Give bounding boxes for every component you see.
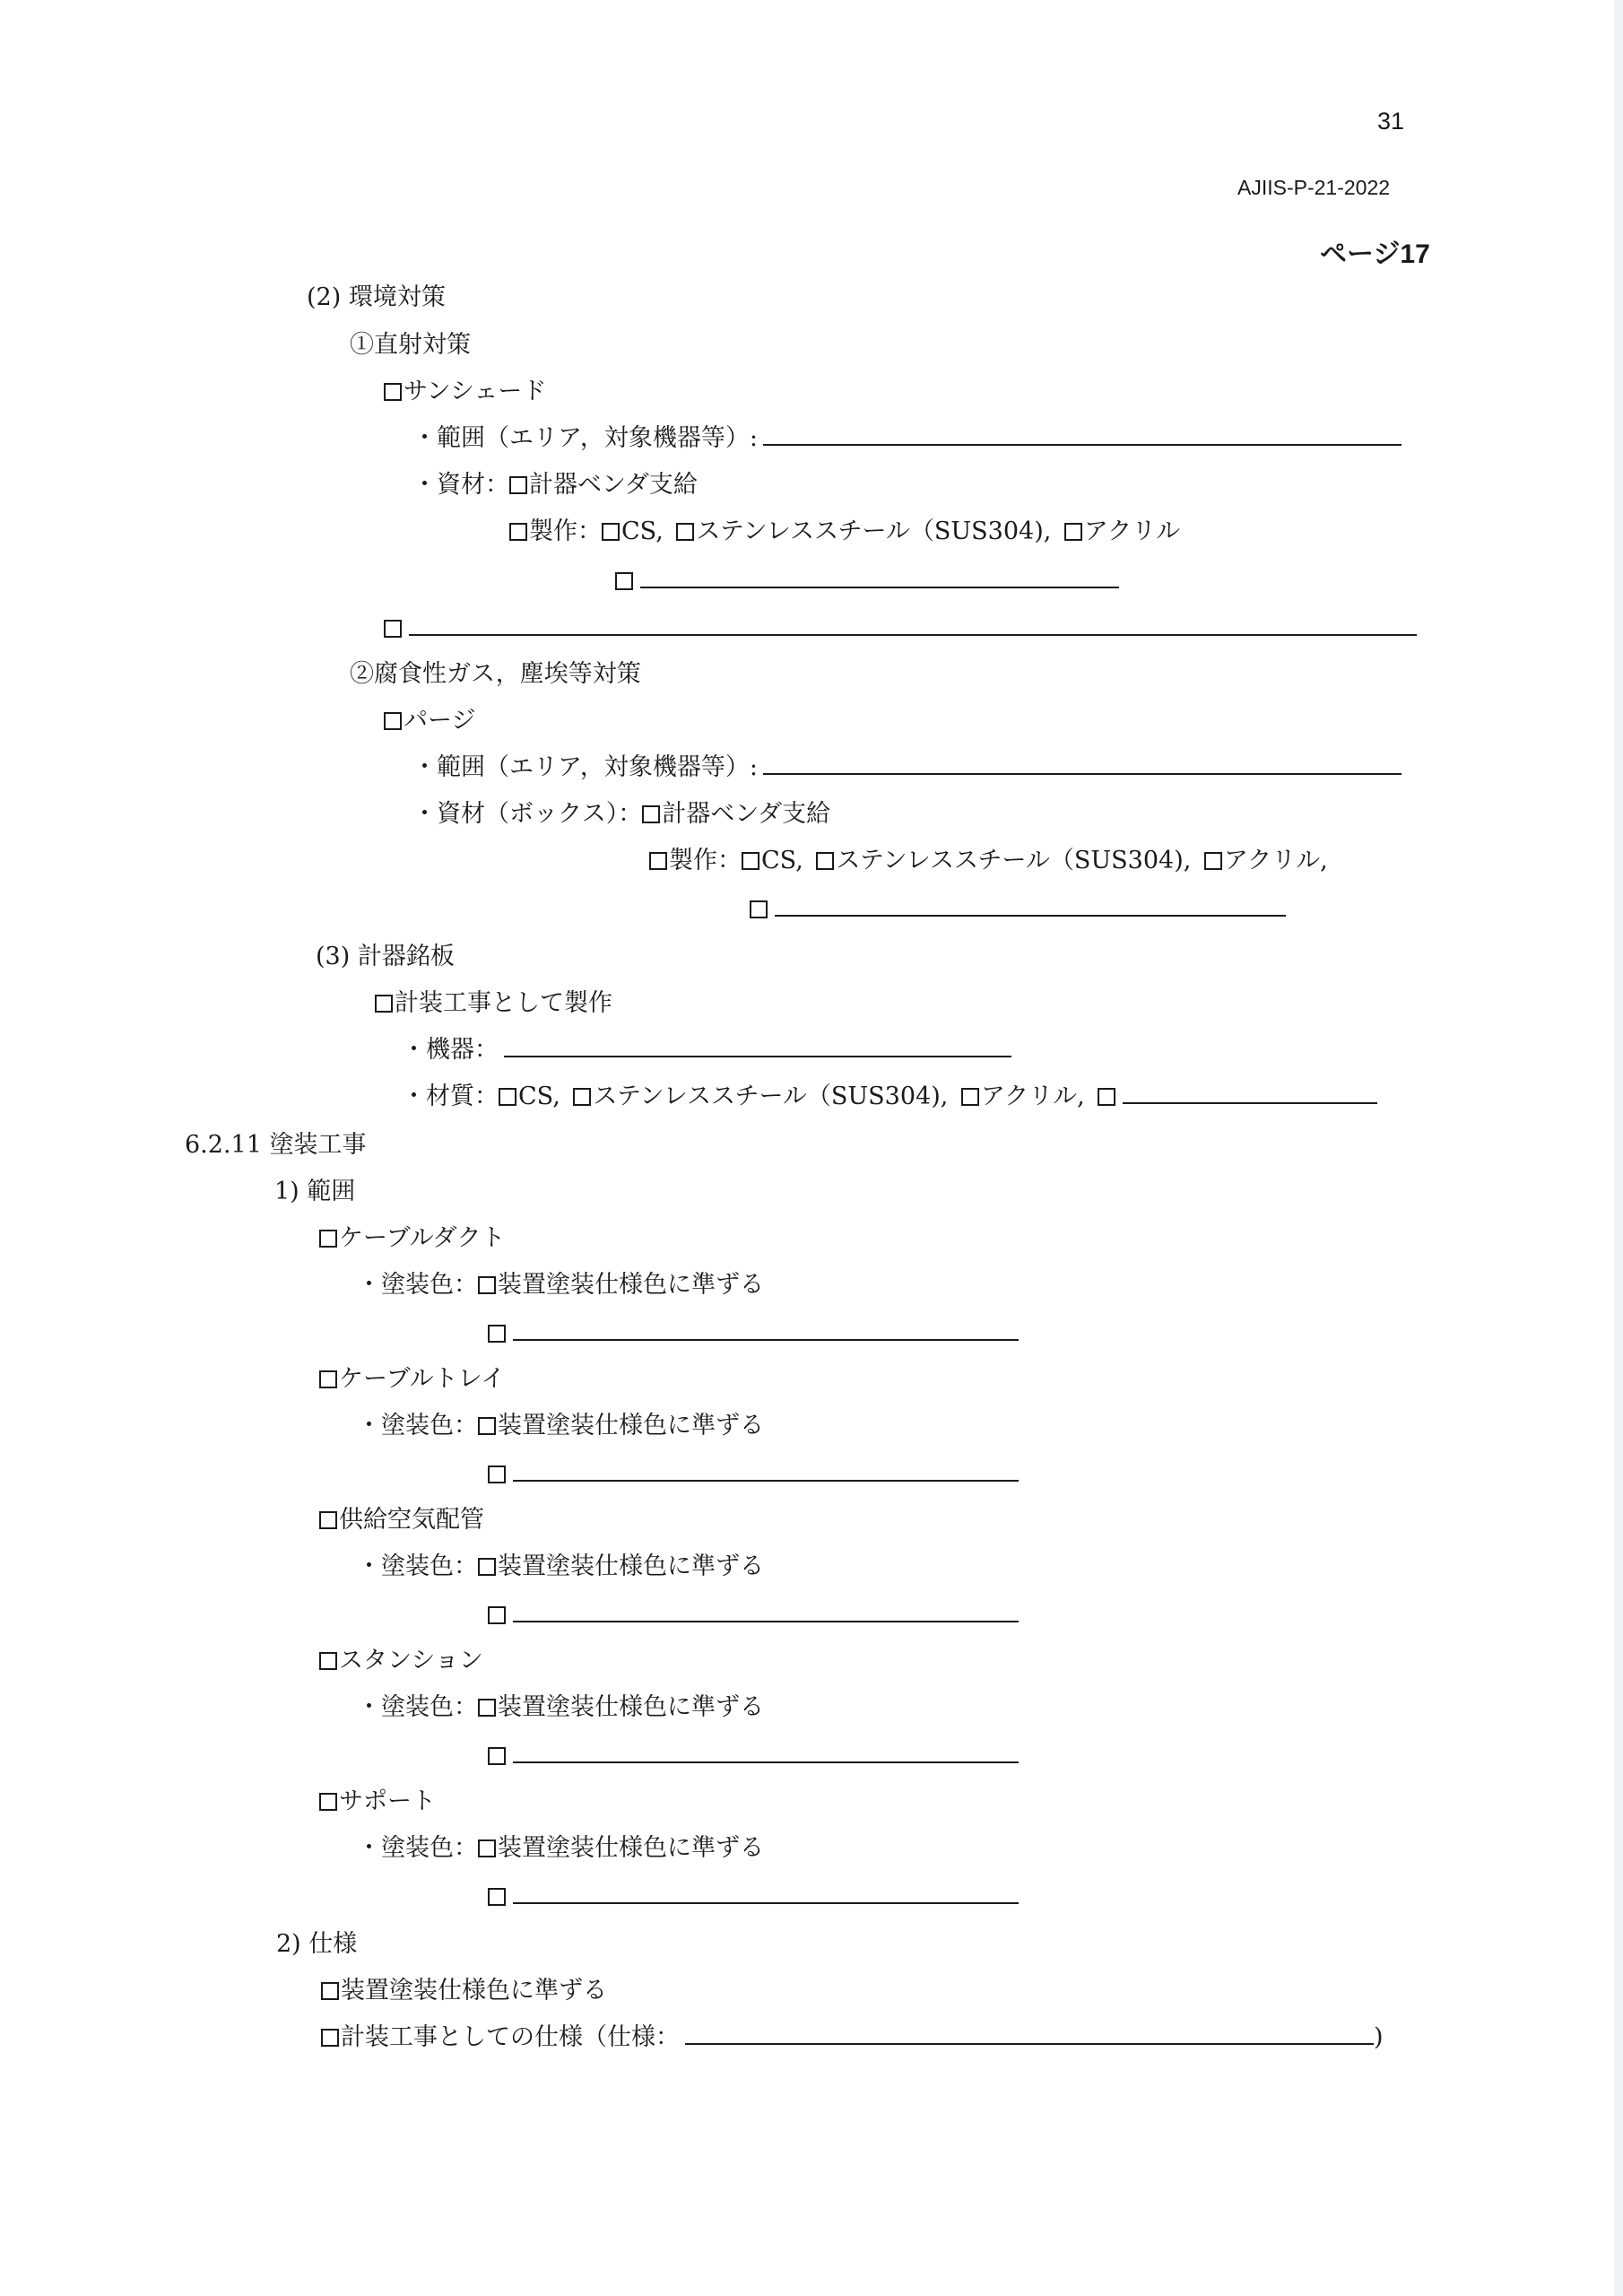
spec-option-std	[321, 1975, 607, 2007]
cs-checkbox[interactable]	[742, 852, 759, 870]
direct-other-field[interactable]	[409, 613, 1417, 636]
spec-std-checkbox[interactable]	[321, 1982, 339, 2000]
sus304-checkbox[interactable]	[676, 523, 694, 541]
paint-item	[319, 1222, 506, 1255]
purge-option	[384, 705, 475, 737]
corrosive-title: ②腐食性ガス，塵埃等対策	[350, 660, 641, 688]
paint-std-checkbox[interactable]	[478, 1558, 496, 1576]
nameplate-make-label: 計装工事として製作	[395, 989, 612, 1017]
paint-item	[319, 1363, 505, 1396]
sunshade-other-make-row	[615, 565, 1119, 597]
sunshade-make-row	[509, 516, 1180, 548]
paint-item-label: ケーブルダクト	[339, 1224, 506, 1252]
paint-other-field[interactable]	[513, 1740, 1019, 1763]
paint-item	[319, 1645, 483, 1677]
nameplate-material-row	[402, 1081, 1377, 1113]
paint-item-label: ケーブルトレイ	[339, 1365, 506, 1393]
purge-range-row	[412, 752, 1402, 784]
paint-color-row	[357, 1832, 764, 1865]
acrylic-label: アクリル	[1083, 517, 1181, 545]
purge-label: パージ	[404, 707, 476, 735]
cs-checkbox[interactable]	[499, 1088, 516, 1106]
sus304-checkbox[interactable]	[816, 852, 834, 870]
purge-checkbox[interactable]	[384, 712, 402, 730]
paint-other-row	[488, 1599, 1019, 1631]
paint-item-label: スタンション	[339, 1647, 483, 1674]
cs-label: CS,	[621, 517, 664, 545]
section-6-2-11-title: 6.2.11 塗装工事	[185, 1131, 367, 1159]
paint-color-label: ・塗装色：	[357, 1271, 478, 1299]
nameplate-equipment-row	[402, 1034, 1011, 1066]
paint-std-checkbox[interactable]	[478, 1839, 496, 1857]
make-checkbox[interactable]	[509, 523, 527, 541]
paint-other-checkbox[interactable]	[488, 1888, 506, 1906]
make-label: 製作：	[669, 847, 742, 874]
purge-range-field[interactable]	[763, 752, 1402, 775]
paint-color-label: ・塗装色：	[357, 1412, 478, 1439]
make-checkbox[interactable]	[649, 852, 667, 870]
sunshade-option	[384, 376, 546, 408]
section-3-title: (3) 計器銘板	[316, 943, 455, 970]
paint-std-label: 装置塗装仕様色に準ずる	[498, 1834, 764, 1862]
sunshade-range-field[interactable]	[763, 422, 1402, 446]
acrylic-checkbox[interactable]	[961, 1088, 979, 1106]
paint-item-checkbox[interactable]	[319, 1370, 337, 1388]
paint-other-field[interactable]	[513, 1881, 1019, 1904]
spec-std-label: 装置塗装仕様色に準ずる	[341, 1977, 607, 2005]
paint-std-label: 装置塗装仕様色に準ずる	[498, 1271, 764, 1299]
paint-other-row	[488, 1318, 1019, 1350]
sunshade-range-row	[412, 422, 1402, 455]
paint-color-label: ・塗装色：	[357, 1693, 478, 1721]
spec-option-custom	[321, 2022, 1384, 2054]
equipment-label: ・機器：	[402, 1036, 499, 1064]
vendor-supply-checkbox[interactable]	[509, 476, 527, 494]
range-label: ・範囲（エリア，対象機器等）:	[412, 753, 758, 781]
equipment-field[interactable]	[504, 1034, 1011, 1057]
acrylic-checkbox[interactable]	[1204, 852, 1222, 870]
material-label: ・資材（ボックス）：	[412, 800, 643, 828]
sus304-label: ステンレススチール（SUS304),	[593, 1083, 949, 1110]
vendor-supply-checkbox[interactable]	[642, 805, 660, 823]
sunshade-checkbox[interactable]	[384, 383, 402, 401]
other-make-checkbox[interactable]	[750, 900, 768, 918]
vendor-supply-label: 計器ベンダ支給	[662, 800, 831, 828]
paint-std-label: 装置塗装仕様色に準ずる	[498, 1693, 764, 1721]
cs-checkbox[interactable]	[602, 523, 620, 541]
paint-item-checkbox[interactable]	[319, 1230, 337, 1248]
paint-color-row	[357, 1692, 764, 1724]
paint-other-row	[488, 1458, 1019, 1491]
section-2-title: (2) 環境対策	[307, 283, 446, 311]
paint-other-row	[488, 1740, 1019, 1772]
direct-other-row	[384, 613, 1417, 645]
acrylic-checkbox[interactable]	[1064, 523, 1082, 541]
purge-make-row	[649, 845, 1328, 877]
nameplate-make-option	[375, 987, 612, 1020]
paint-color-row	[357, 1551, 764, 1583]
document-id: AJIIS-P-21-2022	[1237, 176, 1391, 199]
paint-other-checkbox[interactable]	[488, 1747, 506, 1765]
paint-std-checkbox[interactable]	[478, 1276, 496, 1294]
painting-spec-title: 2) 仕様	[276, 1930, 358, 1958]
range-label: ・範囲（エリア，対象機器等）:	[412, 424, 758, 452]
paint-item-label: サポート	[339, 1787, 436, 1815]
spec-custom-label: 計装工事としての仕様（仕様：	[341, 2023, 680, 2051]
other-material-checkbox[interactable]	[1098, 1088, 1115, 1106]
spec-custom-field[interactable]	[685, 2022, 1374, 2045]
paint-color-label: ・塗装色：	[357, 1552, 478, 1580]
sunshade-material-row	[412, 469, 698, 501]
paint-item-label: 供給空気配管	[339, 1506, 484, 1534]
purge-other-make-row	[750, 893, 1286, 926]
material-label: ・材質：	[402, 1083, 499, 1110]
acrylic-label: アクリル,	[1223, 847, 1328, 874]
paint-color-row	[357, 1410, 764, 1442]
sunshade-label: サンシェード	[404, 378, 547, 405]
sub-page-label: ページ17	[1320, 239, 1430, 269]
other-make-field[interactable]	[640, 565, 1119, 588]
paint-other-field[interactable]	[513, 1318, 1019, 1341]
paint-color-label: ・塗装色：	[357, 1834, 478, 1862]
paint-color-row	[357, 1269, 764, 1301]
paint-item-checkbox[interactable]	[319, 1652, 337, 1670]
paint-std-checkbox[interactable]	[478, 1417, 496, 1435]
spec-custom-checkbox[interactable]	[321, 2029, 339, 2047]
painting-range-title: 1) 範囲	[274, 1178, 356, 1205]
direct-other-checkbox[interactable]	[384, 620, 402, 638]
other-make-checkbox[interactable]	[615, 572, 633, 590]
paint-std-checkbox[interactable]	[478, 1699, 496, 1717]
paint-item	[319, 1786, 436, 1818]
make-label: 製作：	[529, 517, 602, 545]
paint-other-row	[488, 1881, 1019, 1913]
paint-item-checkbox[interactable]	[319, 1511, 337, 1529]
other-material-field[interactable]	[1123, 1081, 1377, 1104]
sus304-checkbox[interactable]	[573, 1088, 591, 1106]
vendor-supply-label: 計器ベンダ支給	[529, 471, 698, 499]
nameplate-make-checkbox[interactable]	[375, 995, 393, 1013]
direct-sun-title: ①直射対策	[350, 331, 471, 359]
cs-label: CS,	[761, 847, 803, 874]
spec-custom-close: )	[1374, 2023, 1384, 2051]
paint-item-checkbox[interactable]	[319, 1793, 337, 1811]
paint-std-label: 装置塗装仕様色に準ずる	[498, 1552, 764, 1580]
material-label: ・資材：	[412, 471, 509, 499]
page-edge-shadow	[1614, 0, 1623, 2296]
page-number: 31	[1377, 108, 1405, 135]
paint-other-checkbox[interactable]	[488, 1325, 506, 1343]
purge-material-row	[412, 798, 830, 831]
paint-other-field[interactable]	[513, 1458, 1019, 1482]
sus304-label: ステンレススチール（SUS304),	[836, 847, 1192, 874]
paint-item	[319, 1504, 484, 1536]
other-make-field[interactable]	[775, 893, 1286, 917]
cs-label: CS,	[518, 1083, 560, 1110]
acrylic-label: アクリル,	[980, 1083, 1085, 1110]
paint-other-checkbox[interactable]	[488, 1465, 506, 1483]
paint-other-checkbox[interactable]	[488, 1606, 506, 1624]
sus304-label: ステンレススチール（SUS304),	[696, 517, 1052, 545]
paint-other-field[interactable]	[513, 1599, 1019, 1622]
paint-std-label: 装置塗装仕様色に準ずる	[498, 1412, 764, 1439]
